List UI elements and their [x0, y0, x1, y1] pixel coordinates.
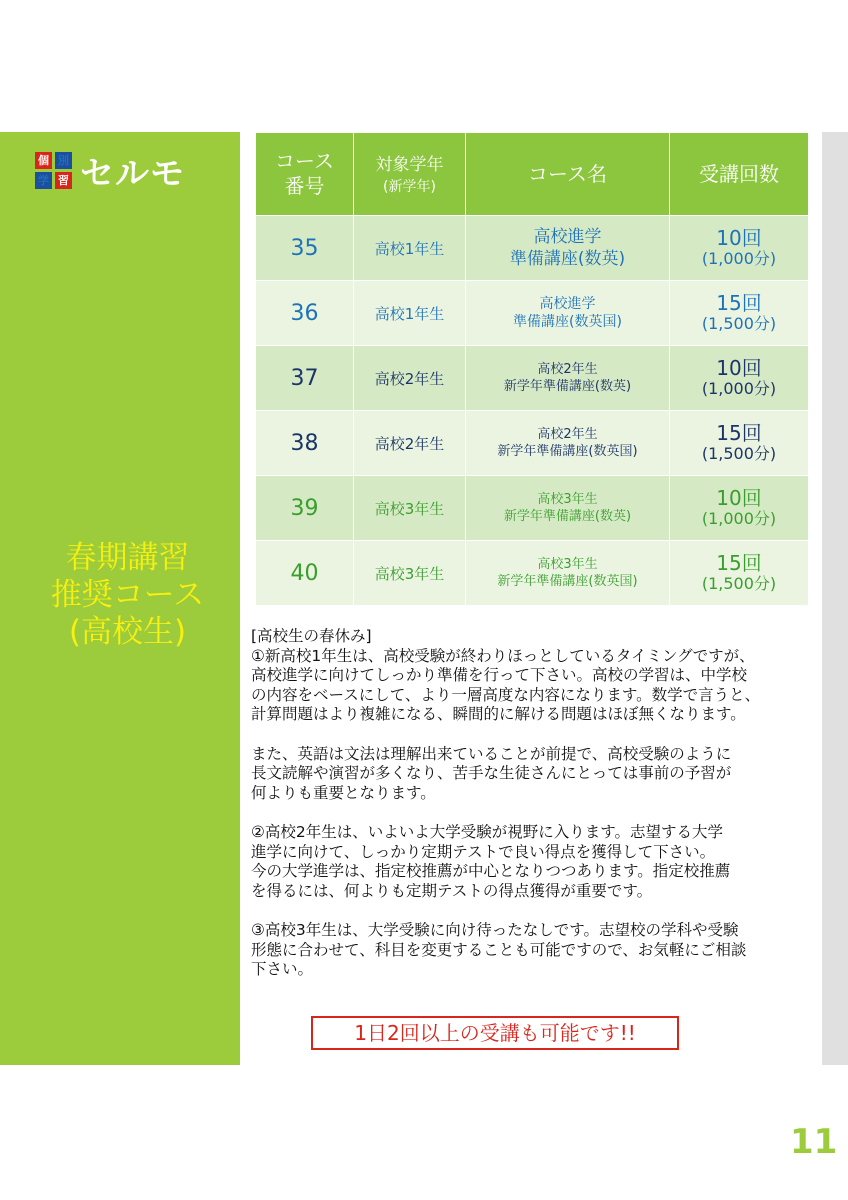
table-row: [256, 411, 809, 476]
text-line: ①新高校1年生は、高校受験が終わりほっとしているタイミングですが、: [251, 646, 755, 665]
text-line: 何よりも重要となります。: [251, 783, 436, 802]
text-line: ③高校3年生は、大学受験に向け待ったなしです。志望校の学科や受験: [251, 920, 739, 939]
header-course-name: コース名: [466, 133, 670, 216]
course-number: 39: [256, 476, 354, 541]
section-title: [0, 540, 255, 651]
course-number: 38: [256, 411, 354, 476]
body-text: [251, 627, 816, 980]
course-name: 高校2年生 新学年準備講座(数英国): [466, 411, 670, 476]
text-line: 計算問題はより複雑になる、瞬間的に解ける問題はほぼ無くなります。: [251, 705, 746, 724]
course-name: 高校2年生 新学年準備講座(数英): [466, 346, 670, 411]
header-grade: 対象学年 (新学年): [354, 133, 466, 216]
text-line: 形態に合わせて、科目を変更することも可能ですので、お気軽にご相談: [251, 940, 747, 959]
right-edge-bar: [822, 132, 848, 1065]
text-line: 下さい。: [251, 960, 314, 979]
course-number: 37: [256, 346, 354, 411]
logo: [35, 150, 195, 194]
table-row: [256, 476, 809, 541]
grade-cell: 高校2年生: [354, 411, 466, 476]
table-row: [256, 281, 809, 346]
text-line: 高校進学に向けてしっかり準備を行って下さい。高校の学習は、中学校: [251, 666, 748, 685]
grade-cell: 高校1年生: [354, 216, 466, 281]
page-number: 11: [790, 1122, 838, 1162]
grade-cell: 高校1年生: [354, 281, 466, 346]
session-count: 10回 (1,000分): [670, 476, 809, 541]
session-count: 15回 (1,500分): [670, 281, 809, 346]
logo-char: 習: [55, 172, 72, 189]
text-line: 進学に向けて、しっかり定期テストで良い得点を獲得して下さい。: [251, 842, 716, 861]
course-number: 35: [256, 216, 354, 281]
table-row: [256, 541, 809, 606]
section-title-line: 推奨コース: [50, 577, 205, 613]
table-row: [256, 346, 809, 411]
table-header-row: [256, 133, 809, 216]
text-line: を得るには、何よりも定期テストの得点獲得が重要です。: [251, 881, 653, 900]
text-line: ②高校2年生は、いよいよ大学受験が視野に入ります。志望する大学: [251, 822, 724, 841]
section-title-line: (高校生): [68, 614, 187, 650]
logo-name: セルモ: [80, 153, 185, 194]
course-number: 36: [256, 281, 354, 346]
session-count: 10回 (1,000分): [670, 216, 809, 281]
course-name: 高校進学 準備講座(数英): [466, 216, 670, 281]
logo-mark: [35, 152, 72, 189]
course-name: 高校進学 準備講座(数英国): [466, 281, 670, 346]
course-table: [255, 132, 809, 606]
notice-box: 1日2回以上の受講も可能です!!: [311, 1016, 679, 1050]
section-title-line: 春期講習: [65, 540, 190, 576]
paragraph: [251, 823, 816, 901]
body-heading: [高校生の春休み]: [251, 627, 372, 645]
logo-char: 個: [35, 152, 52, 169]
course-number: 40: [256, 541, 354, 606]
paragraph: [251, 647, 816, 725]
session-count: 15回 (1,500分): [670, 411, 809, 476]
text-line: 長文読解や演習が多くなり、苦手な生徒さんにとっては事前の予習が: [251, 764, 732, 783]
table-row: [256, 216, 809, 281]
text-line: の内容をベースにして、より一層高度な内容になります。数学で言うと、: [251, 685, 761, 704]
logo-char: 別: [55, 152, 72, 169]
logo-char: 学: [35, 172, 52, 189]
grade-cell: 高校2年生: [354, 346, 466, 411]
course-name: 高校3年生 新学年準備講座(数英国): [466, 541, 670, 606]
header-course-number: コース 番号: [256, 133, 354, 216]
grade-cell: 高校3年生: [354, 476, 466, 541]
header-sessions: 受講回数: [670, 133, 809, 216]
text-line: また、英語は文法は理解出来ていることが前提で、高校受験のように: [251, 744, 732, 763]
course-name: 高校3年生 新学年準備講座(数英): [466, 476, 670, 541]
paragraph: [251, 921, 816, 980]
session-count: 15回 (1,500分): [670, 541, 809, 606]
paragraph: [251, 745, 816, 804]
grade-cell: 高校3年生: [354, 541, 466, 606]
session-count: 10回 (1,000分): [670, 346, 809, 411]
text-line: 今の大学進学は、指定校推薦が中心となりつつあります。指定校推薦: [251, 862, 731, 881]
